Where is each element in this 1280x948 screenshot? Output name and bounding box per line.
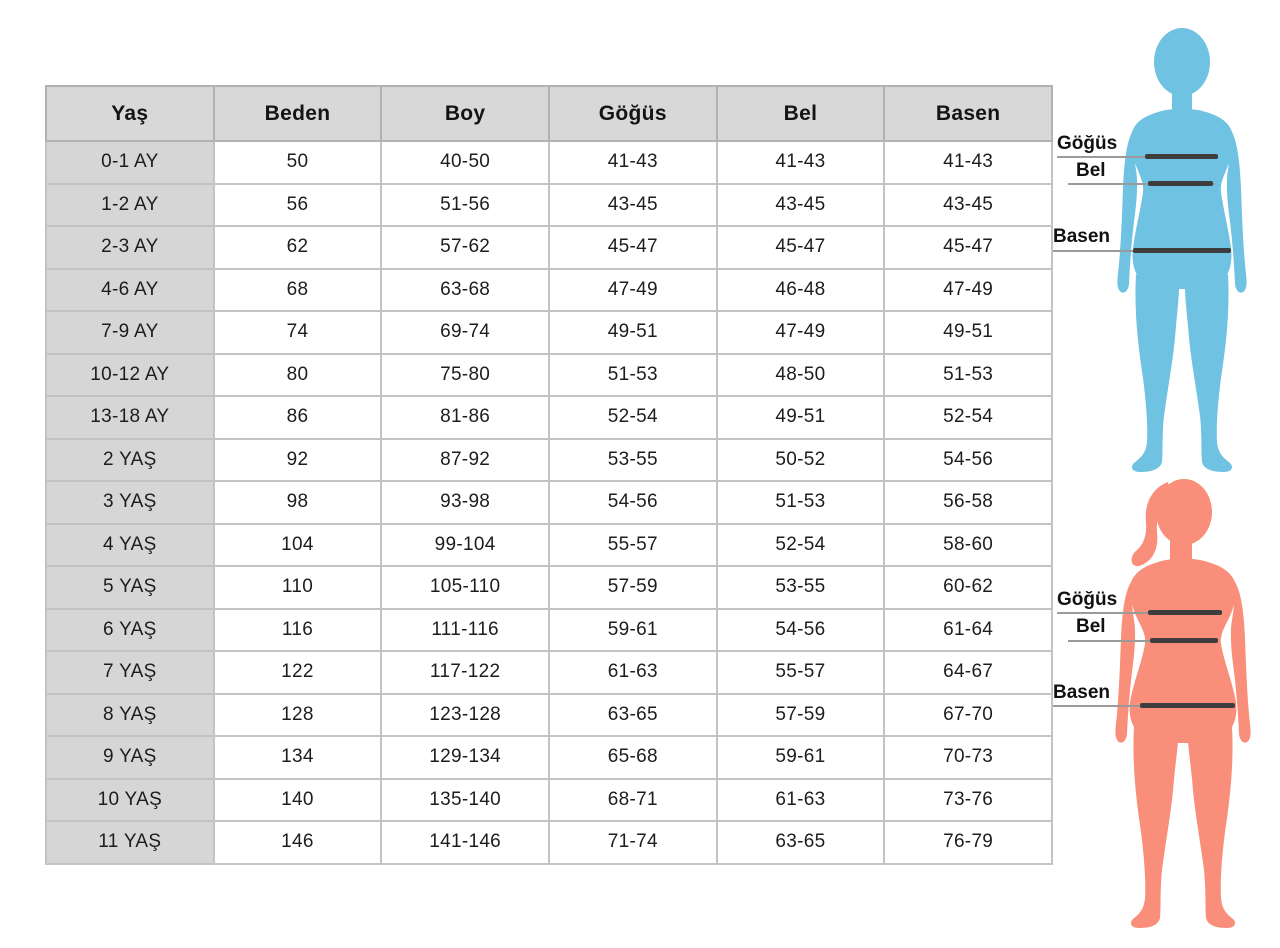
value-cell: 123-128 [381, 694, 549, 737]
table-row [46, 396, 1052, 439]
value-cell: 43-45 [884, 184, 1052, 227]
table-row [46, 566, 1052, 609]
value-cell: 93-98 [381, 481, 549, 524]
value-cell: 47-49 [717, 311, 885, 354]
table-row [46, 226, 1052, 269]
value-cell: 99-104 [381, 524, 549, 567]
value-cell: 68 [214, 269, 382, 312]
value-cell: 81-86 [381, 396, 549, 439]
value-cell: 146 [214, 821, 382, 864]
value-cell: 56-58 [884, 481, 1052, 524]
girl-chest-label: Göğüs [1057, 589, 1118, 610]
value-cell: 63-65 [549, 694, 717, 737]
table-row [46, 524, 1052, 567]
value-cell: 61-63 [717, 779, 885, 822]
column-header-yaş: Yaş [46, 86, 214, 141]
value-cell: 60-62 [884, 566, 1052, 609]
table-row [46, 736, 1052, 779]
value-cell: 71-74 [549, 821, 717, 864]
boy-waist-bar [1148, 181, 1213, 186]
table-row [46, 354, 1052, 397]
age-cell: 2 YAŞ [46, 439, 214, 482]
value-cell: 129-134 [381, 736, 549, 779]
table-row [46, 311, 1052, 354]
value-cell: 76-79 [884, 821, 1052, 864]
boy-right-arm [1227, 132, 1247, 293]
value-cell: 62 [214, 226, 382, 269]
age-cell: 6 YAŞ [46, 609, 214, 652]
value-cell: 54-56 [717, 609, 885, 652]
boy-chest-bar [1145, 154, 1218, 159]
value-cell: 51-53 [884, 354, 1052, 397]
table-row [46, 439, 1052, 482]
value-cell: 45-47 [549, 226, 717, 269]
value-cell: 47-49 [549, 269, 717, 312]
value-cell: 87-92 [381, 439, 549, 482]
age-cell: 8 YAŞ [46, 694, 214, 737]
value-cell: 49-51 [884, 311, 1052, 354]
header-row [46, 86, 1052, 141]
column-header-basen: Basen [884, 86, 1052, 141]
value-cell: 67-70 [884, 694, 1052, 737]
boy-hip-bar [1133, 248, 1231, 253]
value-cell: 55-57 [717, 651, 885, 694]
value-cell: 45-47 [717, 226, 885, 269]
value-cell: 104 [214, 524, 382, 567]
value-cell: 56 [214, 184, 382, 227]
value-cell: 57-62 [381, 226, 549, 269]
value-cell: 41-43 [717, 141, 885, 184]
value-cell: 75-80 [381, 354, 549, 397]
value-cell: 61-64 [884, 609, 1052, 652]
age-cell: 3 YAŞ [46, 481, 214, 524]
size-table-header [46, 86, 1052, 141]
value-cell: 59-61 [549, 609, 717, 652]
value-cell: 51-56 [381, 184, 549, 227]
age-cell: 7-9 AY [46, 311, 214, 354]
value-cell: 116 [214, 609, 382, 652]
table-row [46, 821, 1052, 864]
age-cell: 5 YAŞ [46, 566, 214, 609]
value-cell: 52-54 [717, 524, 885, 567]
value-cell: 105-110 [381, 566, 549, 609]
value-cell: 128 [214, 694, 382, 737]
age-cell: 2-3 AY [46, 226, 214, 269]
value-cell: 98 [214, 481, 382, 524]
boy-neck [1172, 82, 1192, 112]
age-cell: 4-6 AY [46, 269, 214, 312]
value-cell: 41-43 [549, 141, 717, 184]
value-cell: 135-140 [381, 779, 549, 822]
size-table-body [46, 141, 1052, 864]
girl-chest-bar [1148, 610, 1222, 615]
value-cell: 50-52 [717, 439, 885, 482]
value-cell: 57-59 [717, 694, 885, 737]
age-cell: 0-1 AY [46, 141, 214, 184]
table-row [46, 481, 1052, 524]
value-cell: 134 [214, 736, 382, 779]
girl-waist-bar [1150, 638, 1218, 643]
value-cell: 55-57 [549, 524, 717, 567]
table-row [46, 609, 1052, 652]
value-cell: 92 [214, 439, 382, 482]
value-cell: 45-47 [884, 226, 1052, 269]
girl-right-leg [1188, 726, 1235, 928]
table-row [46, 694, 1052, 737]
value-cell: 43-45 [549, 184, 717, 227]
girl-waist-label: Bel [1076, 616, 1106, 637]
value-cell: 140 [214, 779, 382, 822]
size-table [45, 85, 1053, 865]
age-cell: 11 YAŞ [46, 821, 214, 864]
value-cell: 122 [214, 651, 382, 694]
value-cell: 53-55 [717, 566, 885, 609]
age-cell: 4 YAŞ [46, 524, 214, 567]
value-cell: 43-45 [717, 184, 885, 227]
column-header-beden: Beden [214, 86, 382, 141]
age-cell: 10 YAŞ [46, 779, 214, 822]
table-row [46, 184, 1052, 227]
value-cell: 49-51 [717, 396, 885, 439]
value-cell: 51-53 [549, 354, 717, 397]
table-row [46, 141, 1052, 184]
value-cell: 64-67 [884, 651, 1052, 694]
value-cell: 68-71 [549, 779, 717, 822]
value-cell: 73-76 [884, 779, 1052, 822]
age-cell: 1-2 AY [46, 184, 214, 227]
value-cell: 70-73 [884, 736, 1052, 779]
girl-hip-bar [1140, 703, 1235, 708]
value-cell: 58-60 [884, 524, 1052, 567]
age-cell: 7 YAŞ [46, 651, 214, 694]
boy-left-leg [1132, 274, 1179, 472]
value-cell: 141-146 [381, 821, 549, 864]
value-cell: 52-54 [884, 396, 1052, 439]
table-row [46, 269, 1052, 312]
table-row [46, 779, 1052, 822]
age-cell: 13-18 AY [46, 396, 214, 439]
value-cell: 51-53 [717, 481, 885, 524]
boy-hip-label: Basen [1053, 226, 1111, 247]
girl-torso [1130, 559, 1237, 744]
value-cell: 117-122 [381, 651, 549, 694]
column-header-göğüs: Göğüs [549, 86, 717, 141]
value-cell: 61-63 [549, 651, 717, 694]
table-row [46, 651, 1052, 694]
boy-waist-label: Bel [1076, 160, 1106, 181]
age-cell: 10-12 AY [46, 354, 214, 397]
value-cell: 63-68 [381, 269, 549, 312]
value-cell: 54-56 [884, 439, 1052, 482]
column-header-boy: Boy [381, 86, 549, 141]
value-cell: 54-56 [549, 481, 717, 524]
value-cell: 46-48 [717, 269, 885, 312]
value-cell: 111-116 [381, 609, 549, 652]
value-cell: 41-43 [884, 141, 1052, 184]
value-cell: 53-55 [549, 439, 717, 482]
value-cell: 52-54 [549, 396, 717, 439]
value-cell: 40-50 [381, 141, 549, 184]
value-cell: 47-49 [884, 269, 1052, 312]
value-cell: 74 [214, 311, 382, 354]
boy-torso [1131, 109, 1233, 289]
column-header-bel: Bel [717, 86, 885, 141]
value-cell: 110 [214, 566, 382, 609]
value-cell: 57-59 [549, 566, 717, 609]
value-cell: 65-68 [549, 736, 717, 779]
value-cell: 59-61 [717, 736, 885, 779]
boy-right-leg [1185, 274, 1232, 472]
value-cell: 80 [214, 354, 382, 397]
value-cell: 63-65 [717, 821, 885, 864]
value-cell: 48-50 [717, 354, 885, 397]
value-cell: 50 [214, 141, 382, 184]
value-cell: 69-74 [381, 311, 549, 354]
value-cell: 86 [214, 396, 382, 439]
girl-left-leg [1131, 726, 1178, 928]
boy-chest-label: Göğüs [1057, 133, 1118, 154]
girl-hip-label: Basen [1053, 682, 1111, 703]
value-cell: 49-51 [549, 311, 717, 354]
age-cell: 9 YAŞ [46, 736, 214, 779]
